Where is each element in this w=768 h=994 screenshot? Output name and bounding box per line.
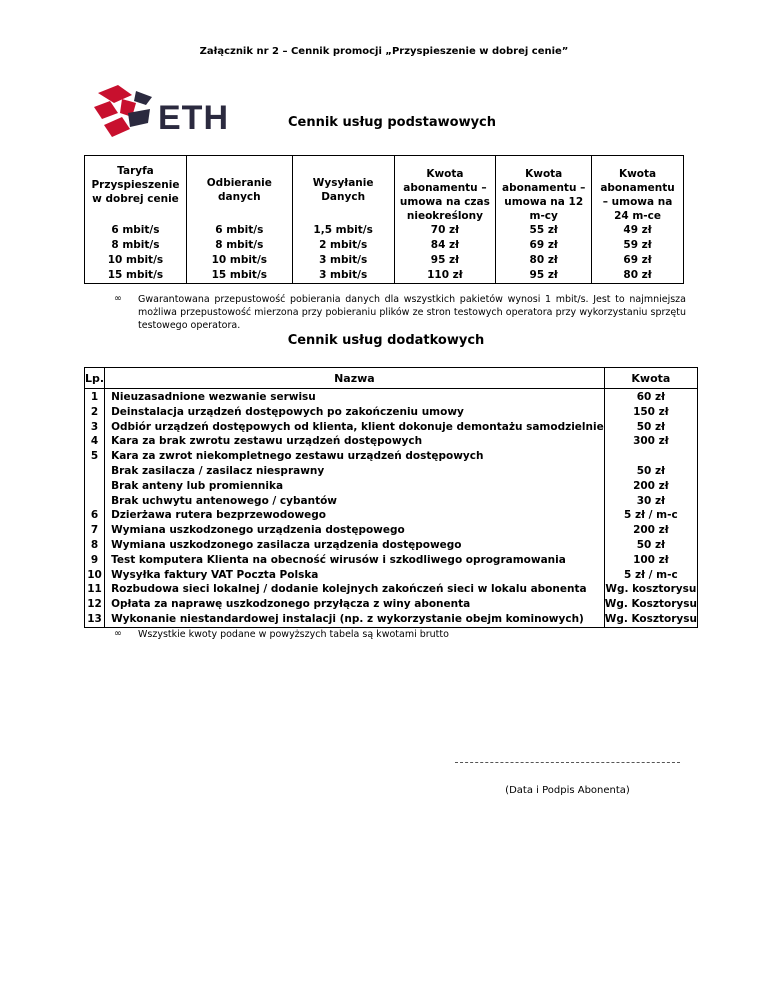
cell-name: Brak anteny lub promiennika [105,479,605,494]
cell-price-24m: 80 zł [592,268,684,284]
extra-row [85,508,698,523]
extra-row [85,449,698,464]
infinity-bullet-icon: ∞ [114,628,122,639]
cell-amount: Wg. Kosztorysu [604,598,697,611]
cell-amount: 60 zł [604,389,697,405]
cell-price-12m: 69 zł [496,238,592,253]
cell-name: Nieuzasadnione wezwanie serwisu [105,389,605,405]
cell-upload: 3 mbit/s [292,268,394,284]
cell-name: Wymiana uszkodzonego urządzenia dostępowego [105,523,605,538]
cell-name: Odbiór urządzeń dostępowych od klienta, klient dokonuje demontażu samodzielnie [105,420,605,435]
extra-row [85,568,698,583]
col-header-price-indefinite: Kwota abonamentu – umowa na czas nieokreślony [394,156,496,224]
extra-row [85,582,698,597]
cell-amount: Wg. kosztorysu [605,583,697,596]
logo-text: ETH [158,99,229,137]
cell-amount: 50 zł [604,538,697,553]
cell-name: Brak uchwytu antenowego / cybantów [105,494,605,509]
cell-tariff: 15 mbit/s [85,268,187,284]
cell-tariff: 6 mbit/s [85,223,187,238]
cell-lp: 12 [85,597,105,612]
cell-price-12m: 80 zł [496,253,592,268]
basic-row [85,238,684,253]
cell-price-24m: 69 zł [592,253,684,268]
cell-price-24m: 59 zł [592,238,684,253]
cell-price-12m: 55 zł [496,223,592,238]
cell-amount: 30 zł [604,494,697,509]
extra-row [85,612,698,627]
cell-lp: 3 [85,420,105,435]
cell-amount [604,449,697,464]
cell-amount: 150 zł [604,405,697,420]
cell-lp [85,479,105,494]
col-header-upload: Wysyłanie Danych [292,156,394,224]
cell-lp [85,464,105,479]
basic-header-row [85,156,684,224]
cell-download: 8 mbit/s [186,238,292,253]
cell-name: Dzierżawa rutera bezprzewodowego [105,508,605,523]
cell-upload: 2 mbit/s [292,238,394,253]
cell-amount: 100 zł [604,553,697,568]
cell-name: Deinstalacja urządzeń dostępowych po zakończeniu umowy [105,405,605,420]
cell-name: Kara za brak zwrotu zestawu urządzeń dostępowych [105,434,605,449]
cell-name: Kara za zwrot niekompletnego zestawu urządzeń dostępowych [105,449,605,464]
gross-prices-note-text: Wszystkie kwoty podane w powyższych tabela są kwotami brutto [138,629,449,640]
extra-row [85,494,698,509]
cell-lp: 2 [85,405,105,420]
cell-tariff: 8 mbit/s [85,238,187,253]
extra-row [85,434,698,449]
cell-amount: 200 zł [604,479,697,494]
extra-row [85,420,698,435]
cell-amount: 50 zł [604,420,697,435]
cell-amount: 300 zł [604,434,697,449]
extra-row [85,405,698,420]
cell-upload: 3 mbit/s [292,253,394,268]
cell-download: 15 mbit/s [186,268,292,284]
col-header-tariff: Taryfa Przyspieszenie w dobrej cenie [85,156,187,224]
cell-name: Brak zasilacza / zasilacz niesprawny [105,464,605,479]
col-header-price-24m: Kwota abonamentu – umowa na 24 m-ce [592,156,684,224]
cell-lp: 8 [85,538,105,553]
extra-row [85,597,698,612]
col-header-download: Odbieranie danych [186,156,292,224]
basic-row [85,253,684,268]
col-header-price-12m: Kwota abonamentu – umowa na 12 m-cy [496,156,592,224]
signature-line [455,762,680,763]
basic-row [85,268,684,284]
cell-download: 6 mbit/s [186,223,292,238]
cell-name: Test komputera Klienta na obecność wirusów i szkodliwego oprogramowania [105,553,605,568]
cell-lp: 13 [85,612,105,627]
cell-lp: 5 [85,449,105,464]
cell-lp: 7 [85,523,105,538]
cell-tariff: 10 mbit/s [85,253,187,268]
cell-amount: 50 zł [604,464,697,479]
cell-amount: 5 zł / m-c [604,568,697,583]
signature-label: (Data i Podpis Abonenta) [505,785,630,796]
cell-name: Rozbudowa sieci lokalnej / dodanie kolejnych zakończeń sieci w lokalu abonenta [105,582,605,597]
col-header-amount: Kwota [604,368,697,389]
bandwidth-note-text: Gwarantowana przepustowość pobierania danych dla wszystkich pakietów wynosi 1 mbit/s. Jest to najmniejsza możliwa przepustowość mierzona przy pobieraniu plików ze stron testowych operatora przy wykorzystaniu sprzętu testowego operatora. [138,294,686,331]
extra-row [85,464,698,479]
cell-name: Wysyłka faktury VAT Poczta Polska [105,568,605,583]
cell-price-indefinite: 70 zł [394,223,496,238]
basic-row [85,223,684,238]
cell-price-24m: 49 zł [592,223,684,238]
cell-price-12m: 95 zł [496,268,592,284]
cell-name: Wymiana uszkodzonego zasilacza urządzenia dostępowego [105,538,605,553]
cell-amount: 200 zł [604,523,697,538]
extra-row [85,479,698,494]
extra-services-title: Cennik usług dodatkowych [287,333,485,348]
col-header-name: Nazwa [105,368,605,389]
cell-name: Opłata za naprawę uszkodzonego przyłącza z winy abonenta [105,597,605,612]
cell-lp: 9 [85,553,105,568]
extra-row [85,553,698,568]
basic-price-table [84,155,684,284]
cell-lp: 10 [85,568,105,583]
cell-download: 10 mbit/s [186,253,292,268]
cell-price-indefinite: 110 zł [394,268,496,284]
cell-name: Wykonanie niestandardowej instalacji (np. z wykorzystanie obejm kominowych) [105,612,605,627]
cell-amount: Wg. Kosztorysu [604,612,697,627]
cell-lp: 1 [85,389,105,405]
cell-lp [85,494,105,509]
document-header-title: Załącznik nr 2 – Cennik promocji „Przyspieszenie w dobrej cenie” [199,46,569,57]
cell-lp: 6 [85,508,105,523]
cell-upload: 1,5 mbit/s [292,223,394,238]
col-header-lp: Lp. [85,368,105,389]
cell-lp: 11 [85,582,105,597]
extra-price-table [84,367,698,628]
extra-row [85,538,698,553]
cell-amount: 5 zł / m-c [604,508,697,523]
cell-price-indefinite: 95 zł [394,253,496,268]
eth-logo [92,83,252,143]
extra-row [85,389,698,405]
basic-services-title: Cennik usług podstawowych [287,115,497,130]
extra-header-row [85,368,698,389]
cell-lp: 4 [85,434,105,449]
cell-price-indefinite: 84 zł [394,238,496,253]
infinity-bullet-icon: ∞ [114,293,122,304]
extra-row [85,523,698,538]
